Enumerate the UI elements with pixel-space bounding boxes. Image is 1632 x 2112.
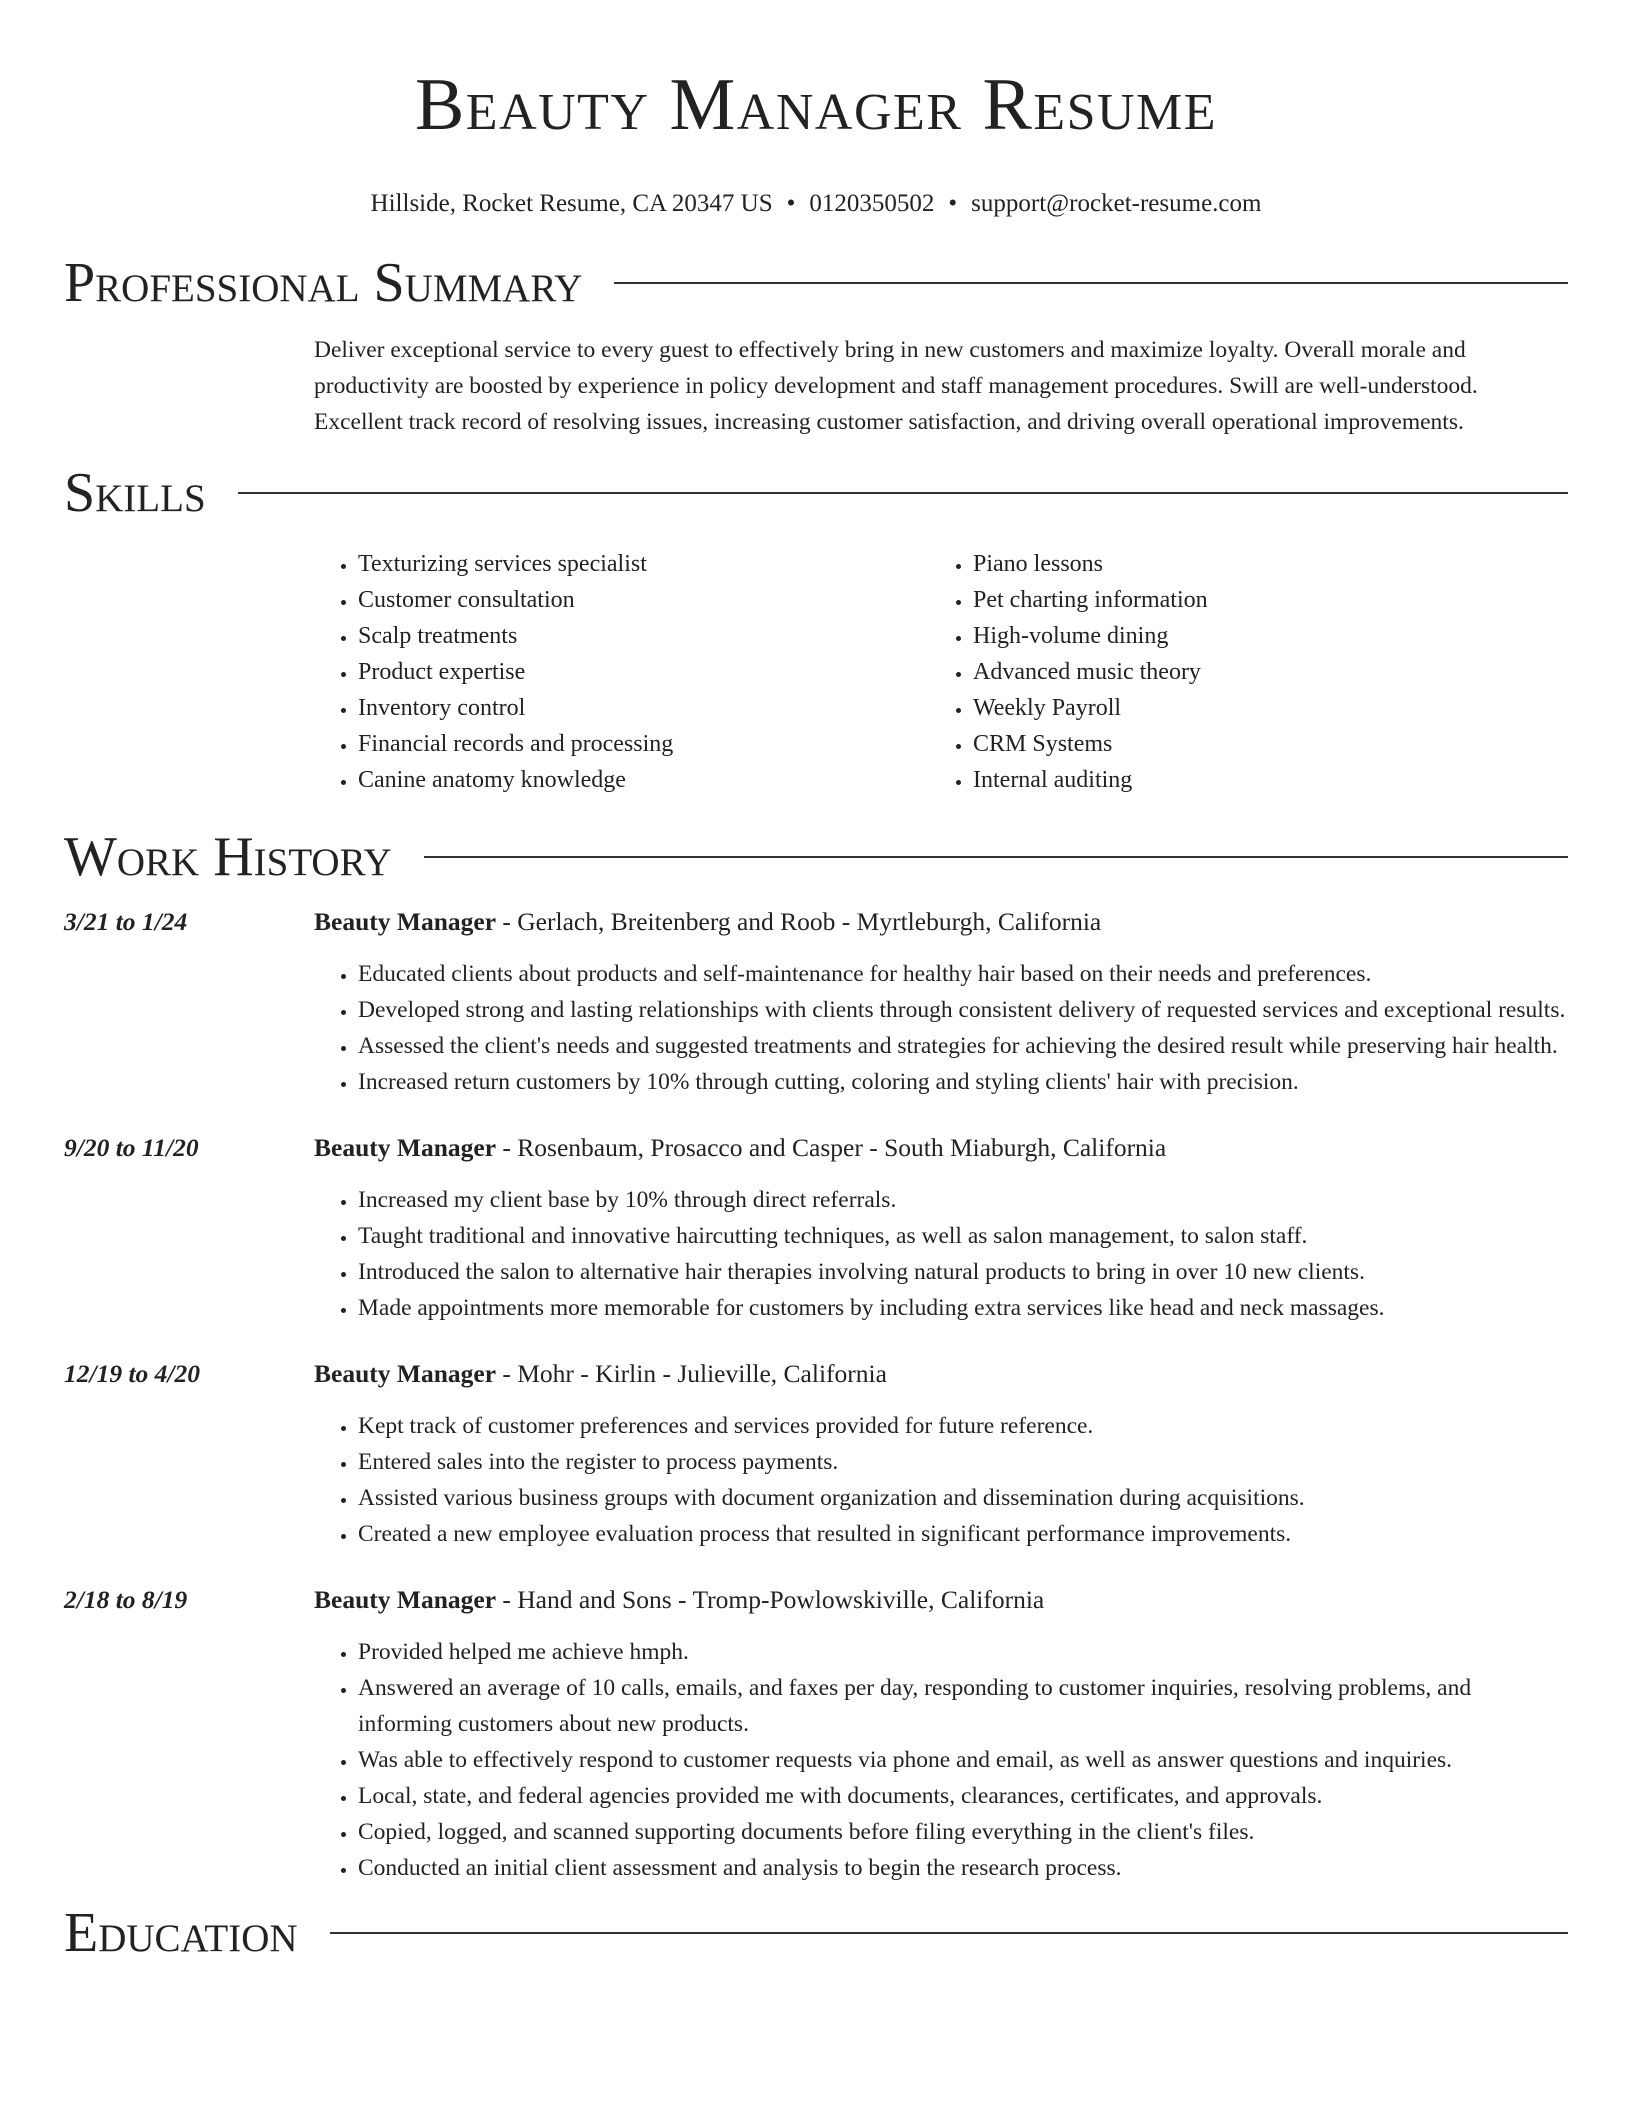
job-entry [64,904,1568,1100]
job-title: Beauty Manager [314,1359,497,1388]
skill-item: • Piano lessons [973,546,1208,582]
job-title: Beauty Manager [314,907,497,936]
job-dates: 2/18 to 8/19 [64,1585,188,1614]
resume-title: Beauty Manager Resume [414,64,1218,146]
job-bullet: • Kept track of customer preferences and services provided for future reference. [358,1408,1568,1444]
section-divider [330,1932,1568,1934]
job-bullets [314,1634,1568,1886]
skill-item: • Pet charting information [973,582,1208,618]
job-dates: 12/19 to 4/20 [64,1359,201,1388]
section-divider [424,856,1568,858]
job-bullet: • Answered an average of 10 calls, emails, and faxes per day, responding to customer inquiries, resolving problems, and informing customers about new products. [358,1670,1568,1742]
education-section-header [64,1900,1568,1966]
job-heading [314,1582,1044,1618]
contact-email: support@rocket-resume.com [971,190,1262,217]
job-bullets [314,1182,1568,1326]
job-details: - Rosenbaum, Prosacco and Casper - South Miaburgh, California [496,1133,1167,1162]
job-title: Beauty Manager [314,1585,497,1614]
work-section-header [64,824,1568,890]
job-header [64,1582,1568,1618]
job-bullet: • Created a new employee evaluation process that resulted in significant performance improvements. [358,1516,1568,1552]
job-bullet: • Conducted an initial client assessment and analysis to begin the research process. [358,1850,1568,1886]
job-entry [64,1356,1568,1552]
job-details: - Gerlach, Breitenberg and Roob - Myrtleburgh, California [496,907,1102,936]
job-bullet: • Made appointments more memorable for customers by including extra services like head and neck massages. [358,1290,1568,1326]
job-bullet: • Copied, logged, and scanned supporting documents before filing everything in the client's files. [358,1814,1568,1850]
job-header [64,904,1568,940]
job-bullet: • Was able to effectively respond to customer requests via phone and email, as well as answer questions and inquiries. [358,1742,1568,1778]
skill-item: • Texturizing services specialist [358,546,929,582]
job-title: Beauty Manager [314,1133,497,1162]
job-bullet: • Entered sales into the register to process payments. [358,1444,1568,1480]
job-details: - Hand and Sons - Tromp-Powlowskiville, California [496,1585,1045,1614]
skill-item: • Financial records and processing [358,726,929,762]
job-bullet: • Local, state, and federal agencies provided me with documents, clearances, certificates, and approvals. [358,1778,1568,1814]
section-divider [614,282,1568,284]
skill-item: • Customer consultation [358,582,929,618]
job-bullet: • Increased return customers by 10% through cutting, coloring and styling clients' hair with precision. [358,1064,1568,1100]
skill-item: • High-volume dining [973,618,1208,654]
job-dates: 3/21 to 1/24 [64,907,188,936]
job-entry [64,1130,1568,1326]
job-bullet: • Increased my client base by 10% through direct referrals. [358,1182,1568,1218]
summary-section-header [64,250,1568,316]
job-heading [314,1356,887,1392]
work-section-title: Work History [64,826,392,888]
job-bullet: • Taught traditional and innovative haircutting techniques, as well as salon management, to salon staff. [358,1218,1568,1254]
skill-item: • Product expertise [358,654,929,690]
job-heading [314,904,1101,940]
job-bullet: • Educated clients about products and self-maintenance for healthy hair based on their needs and preferences. [358,956,1568,992]
job-bullet: • Assisted various business groups with document organization and dissemination during acquisitions. [358,1480,1568,1516]
skills-section-title: Skills [64,462,206,524]
job-bullet: • Developed strong and lasting relationships with clients through consistent delivery of requested services and exceptional results. [358,992,1568,1028]
job-bullets [314,956,1568,1100]
job-bullets [314,1408,1568,1552]
job-dates: 9/20 to 11/20 [64,1133,199,1162]
skill-item: • Internal auditing [973,762,1208,798]
contact-line [64,188,1568,220]
skills-list [314,546,1568,798]
contact-address: Hillside, Rocket Resume, CA 20347 US [370,190,773,217]
skill-item: • Inventory control [358,690,929,726]
education-section-title: Education [64,1902,298,1964]
job-bullet: • Provided helped me achieve hmph. [358,1634,1568,1670]
job-bullet: • Introduced the salon to alternative hair therapies involving natural products to bring in over 10 new clients. [358,1254,1568,1290]
contact-separator: • [948,190,958,217]
skill-item: • Weekly Payroll [973,690,1208,726]
job-header [64,1130,1568,1166]
skills-column-left [314,546,929,798]
contact-phone: 0120350502 [809,190,935,217]
skill-item: • CRM Systems [973,726,1208,762]
summary-section-title: Professional Summary [64,252,583,314]
job-header [64,1356,1568,1392]
job-heading [314,1130,1166,1166]
section-divider [238,492,1568,494]
summary-text: Deliver exceptional service to every guest to effectively bring in new customers and maximize loyalty. Overall morale and productivity are boosted by experience in policy development and staff management procedures. Swill are well-understood. Excellent track record of resolving issues, increasing customer satisfaction, and driving overall operational improvements. [314,337,1478,435]
contact-separator: • [786,190,796,217]
skills-section-header [64,460,1568,526]
job-bullet: • Assessed the client's needs and suggested treatments and strategies for achieving the desired result while preserving hair health. [358,1028,1568,1064]
skill-item: • Advanced music theory [973,654,1208,690]
skill-item: • Scalp treatments [358,618,929,654]
skills-column-right [929,546,1208,798]
job-entry [64,1582,1568,1886]
skill-item: • Canine anatomy knowledge [358,762,929,798]
job-details: - Mohr - Kirlin - Julieville, California [496,1359,887,1388]
